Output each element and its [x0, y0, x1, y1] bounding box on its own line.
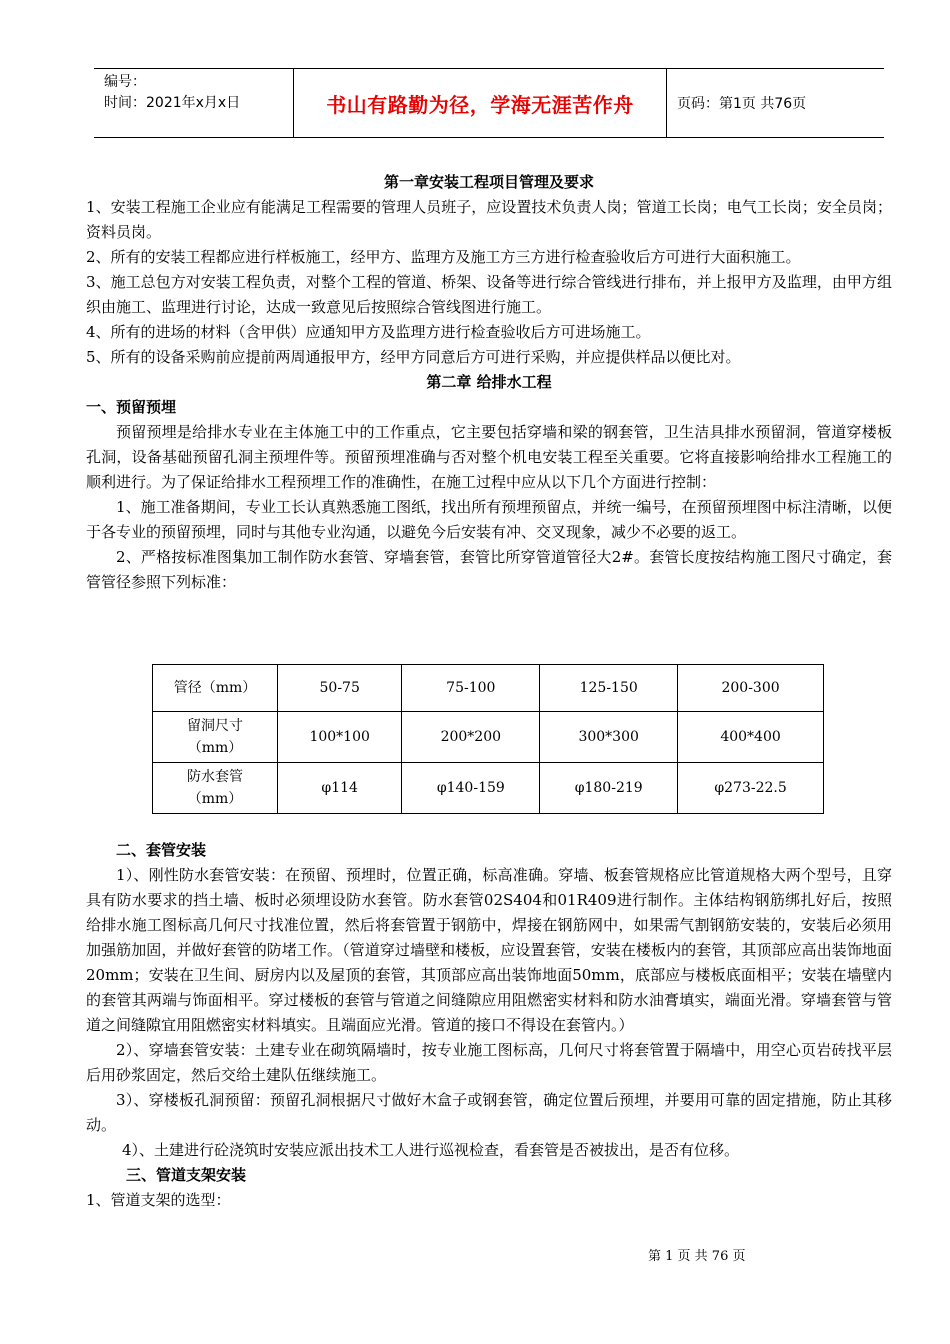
- section3-title: 三、管道支架安装: [126, 1166, 247, 1184]
- header-left-cell: [94, 69, 294, 137]
- code-label: 编号：: [104, 74, 146, 90]
- table-row-header: [153, 712, 278, 763]
- section1-point-2: 2、严格按标准图集加工制作防水套管、穿墙套管，套管比所穿管道管径大2#。套管长度按结构施工图尺寸确定，套管管径参照下列标准：: [86, 548, 892, 591]
- section1-intro: 预留预埋是给排水专业在主体施工中的工作重点，它主要包括穿墙和梁的钢套管，卫生洁具排水预留洞，管道穿楼板孔洞，设备基础预留孔洞主预埋件等。预留预埋准确与否对整个机电安装工程至关重要。它将直接影响给排水工程施工的顺利进行。为了保证给排水工程预埋工作的准确性，在施工过程中应从以下几个方面进行控制：: [86, 423, 892, 491]
- sleeve-size-table: [152, 664, 824, 814]
- table-cell: φ140-159: [402, 763, 540, 814]
- table-cell: 300*300: [540, 712, 678, 763]
- table-cell: 50-75: [278, 665, 402, 712]
- table-row: [153, 763, 824, 814]
- row-header-unit: （mm）: [187, 791, 243, 807]
- table-cell: 200*200: [402, 712, 540, 763]
- chapter1-item-2: 2、所有的安装工程都应进行样板施工，经甲方、监理方及施工方三方进行检查验收后方可进行大面积施工。: [86, 248, 801, 266]
- section1-title: 一、预留预埋: [86, 398, 177, 416]
- time-label: 时间：2021年x月x日: [104, 95, 241, 111]
- table-cell: 100*100: [278, 712, 402, 763]
- table-cell: 管径（mm）: [153, 665, 278, 712]
- table-cell: φ114: [278, 763, 402, 814]
- table-row-header: [153, 763, 278, 814]
- chapter1-item-3: 3、施工总包方对安装工程负责，对整个工程的管道、桥架、设备等进行综合管线进行排布，并上报甲方及监理，由甲方组织由施工、监理进行讨论，达成一致意见后按照综合管线图进行施工。: [86, 273, 892, 316]
- row-header-unit: （mm）: [187, 740, 243, 756]
- row-header-line: 防水套管: [187, 769, 243, 785]
- row-header-line: 留洞尺寸: [187, 718, 243, 734]
- section2-item-1: 1）、刚性防水套管安装：在预留、预埋时，位置正确，标高准确。穿墙、板套管规格应比管道规格大两个型号，且穿具有防水要求的挡土墙、板时必须埋设防水套管。防水套管02S404和01R409进行制作。主体结构钢筋绑扎好后，按照给排水施工图标高几何尺寸找准位置，然后将套管置于钢筋中，焊接在钢筋网中，如果需气割钢筋安装的，安装后必须用加强筋加固，并做好套管的防堵工作。（管道穿过墙壁和楼板，应设置套管，安装在楼板内的套管，其顶部应高出装饰地面20mm；安装在卫生间、厨房内以及屋顶的套管，其顶部应高出装饰地面50mm，底部应与楼板底面相平；安装在墙壁内的套管其两端与饰面相平。穿过楼板的套管与管道之间缝隙应用阻燃密实材料和防水油膏填实，端面光滑。穿墙套管与管道之间缝隙宜用阻燃密实材料填实。且端面应光滑。管道的接口不得设在套管内。）: [86, 866, 892, 1034]
- section2-block: [86, 838, 892, 1213]
- header-motto: 书山有路勤为径，学海无涯苦作舟: [294, 69, 667, 137]
- chapter1-item-1: 1、安装工程施工企业应有能满足工程需要的管理人员班子，应设置技术负责人岗；管道工长岗；电气工长岗；安全员岗；资料员岗。: [86, 198, 892, 241]
- section2-item-2: 2）、穿墙套管安装：土建专业在砌筑隔墙时，按专业施工图标高，几何尺寸将套管置于隔墙中，用空心页岩砖找平层后用砂浆固定，然后交给土建队伍继续施工。: [86, 1041, 892, 1084]
- table-cell: 75-100: [402, 665, 540, 712]
- page-footer: 第 1 页 共 76 页: [648, 1249, 746, 1264]
- table-cell: 200-300: [678, 665, 824, 712]
- chapter1-item-5: 5、所有的设备采购前应提前两周通报甲方，经甲方同意后方可进行采购，并应提供样品以便比对。: [86, 348, 741, 366]
- section3-item-1: 1、管道支架的选型：: [86, 1191, 231, 1209]
- section2-item-4: 4）、土建进行砼浇筑时安装应派出技术工人进行巡视检查，看套管是否被拔出，是否有位移。: [122, 1141, 740, 1159]
- chapter2-title: 第二章 给排水工程: [426, 373, 552, 391]
- table-cell: φ273-22.5: [678, 763, 824, 814]
- table-row: [153, 665, 824, 712]
- table-cell: φ180-219: [540, 763, 678, 814]
- chapter1-title: 第一章安装工程项目管理及要求: [383, 173, 594, 191]
- header-page-label: 页码：第1页 共76页: [677, 96, 807, 112]
- section2-title: 二、套管安装: [116, 841, 207, 859]
- table-cell: 400*400: [678, 712, 824, 763]
- chapter1-item-4: 4、所有的进场的材料（含甲供）应通知甲方及监理方进行检查验收后方可进场施工。: [86, 323, 651, 341]
- table-cell: 125-150: [540, 665, 678, 712]
- chapter1-block: [86, 170, 892, 595]
- table-row: [153, 712, 824, 763]
- section2-item-3: 3）、穿楼板孔洞预留：预留孔洞根据尺寸做好木盒子或钢套管，确定位置后预埋，并要用可靠的固定措施，防止其移动。: [86, 1091, 892, 1134]
- section1-point-1: 1、施工准备期间，专业工长认真熟悉施工图纸，找出所有预埋预留点，并统一编号，在预留预埋图中标注清晰，以便于各专业的预留预埋，同时与其他专业沟通，以避免今后安装有冲、交叉现象，减少不必要的返工。: [86, 498, 892, 541]
- page-header: [94, 68, 884, 138]
